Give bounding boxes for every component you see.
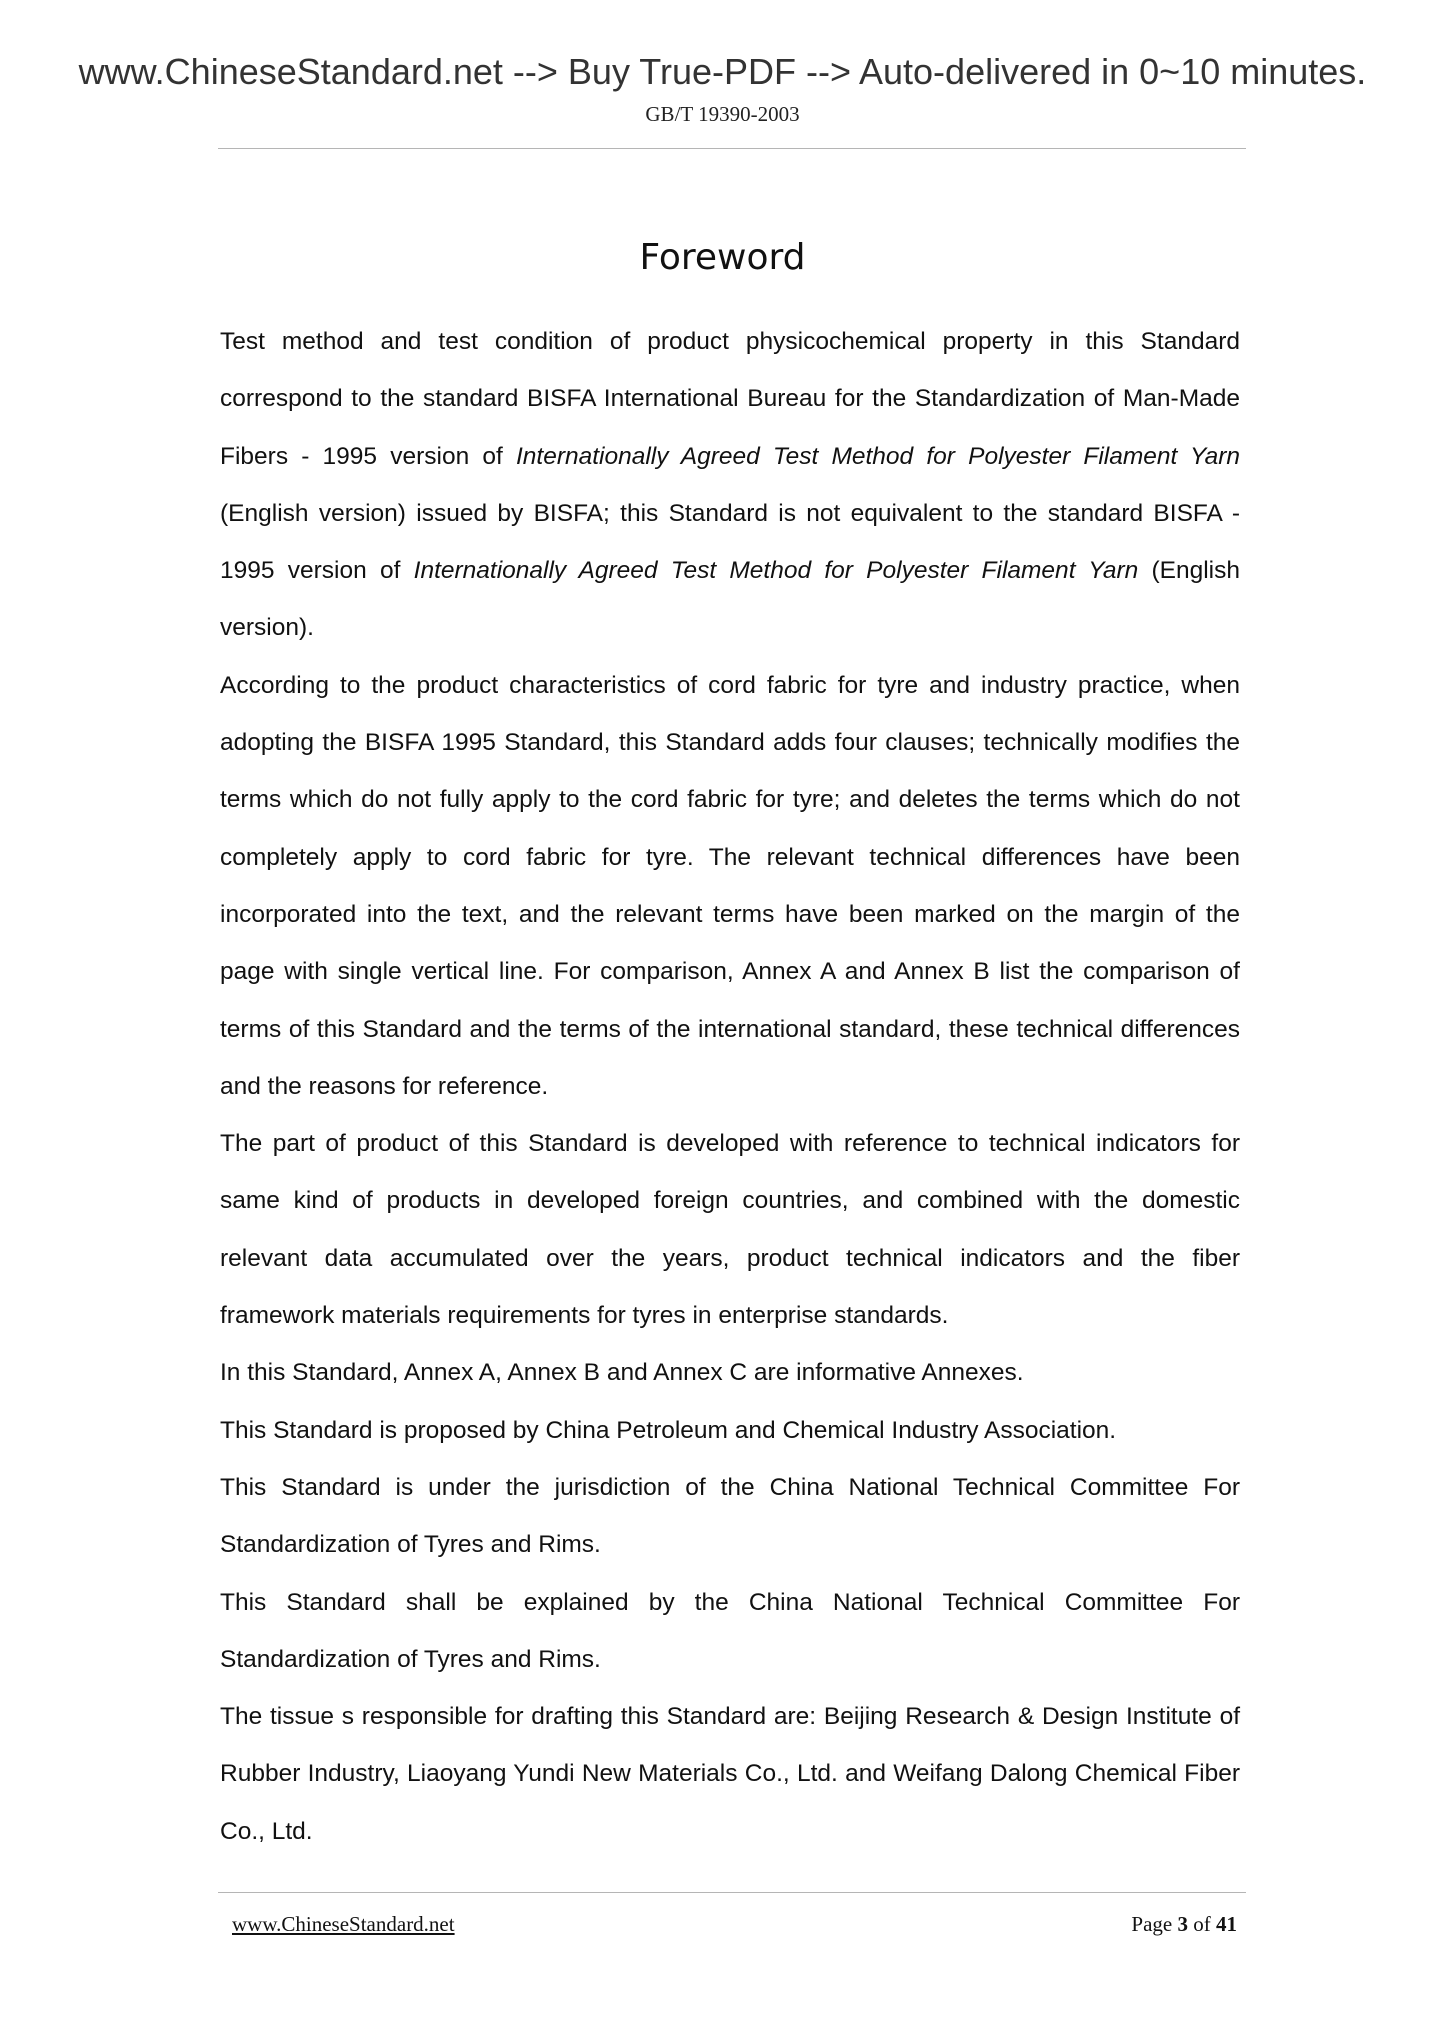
paragraph-1-text-a: Test method and test condition of product physicochemical property in this Standard correspond to the standard BISFA International Bureau for the Standardization of Man-Made Fibers - 1995 version of	[220, 328, 1240, 470]
paragraph-8: The tissue s responsible for drafting this Standard are: Beijing Research & Design Institute of Rubber Industry, Liaoyang Yundi New Materials Co., Ltd. and Weifang Dalong Chemical Fiber Co., Ltd.	[220, 1703, 1240, 1845]
page-total: 41	[1216, 1912, 1237, 1936]
paragraph-4: In this Standard, Annex A, Annex B and Annex C are informative Annexes.	[220, 1359, 1024, 1387]
header-divider	[218, 148, 1246, 149]
paragraph-3: The part of product of this Standard is developed with reference to technical indicators for same kind of products in developed foreign countries, and combined with the domestic relevant data accumulated over the years, product technical indicators and the fiber framework materials requirements for tyres in enterprise standards.	[220, 1130, 1240, 1330]
paragraph-1-text-c: (English version) issued by BISFA; this Standard is not equivalent to the standard BISFA - 1995 version of	[220, 499, 1240, 585]
document-body	[220, 313, 1240, 1860]
footer-website-link[interactable]: www.ChineseStandard.net	[232, 1912, 455, 1936]
paragraph-2: According to the product characteristics of cord fabric for tyre and industry practice, when adopting the BISFA 1995 Standard, this Standard adds four clauses; technically modifies the terms which do not fully apply to the cord fabric for tyre; and deletes the terms which do not completely apply to cord fabric for tyre. The relevant technical differences have been incorporated into the text, and the relevant terms have been marked on the margin of the page with single vertical line. For comparison, Annex A and Annex B list the comparison of terms of this Standard and the terms of the international standard, these technical differences and the reasons for reference.	[220, 671, 1240, 1100]
paragraph-1-text-e: (English version).	[220, 557, 1240, 642]
paragraph-6: This Standard is under the jurisdiction of the China National Technical Committee For Standardization of Tyres and Rims.	[220, 1473, 1240, 1559]
paragraph-5: This Standard is proposed by China Petroleum and Chemical Industry Association.	[220, 1416, 1117, 1444]
page-label: Page	[1131, 1912, 1173, 1936]
paragraph-1-citation-2: Internationally Agreed Test Method for Polyester Filament Yarn	[413, 557, 1139, 585]
standard-code: GB/T 19390-2003	[645, 102, 800, 126]
page-number	[1131, 1914, 1237, 1935]
page-current: 3	[1177, 1912, 1188, 1936]
promo-banner: www.ChineseStandard.net --> Buy True-PDF --> Auto-delivered in 0~10 minutes.	[78, 51, 1367, 92]
footer-divider	[218, 1892, 1246, 1893]
paragraph-7: This Standard shall be explained by the China National Technical Committee For Standardization of Tyres and Rims.	[220, 1588, 1240, 1673]
page-title: Foreword	[639, 237, 806, 278]
page-of-label: of	[1193, 1912, 1211, 1936]
paragraph-1	[220, 313, 1240, 657]
paragraph-1-citation-1: Internationally Agreed Test Method for Polyester Filament Yarn	[515, 442, 1240, 470]
